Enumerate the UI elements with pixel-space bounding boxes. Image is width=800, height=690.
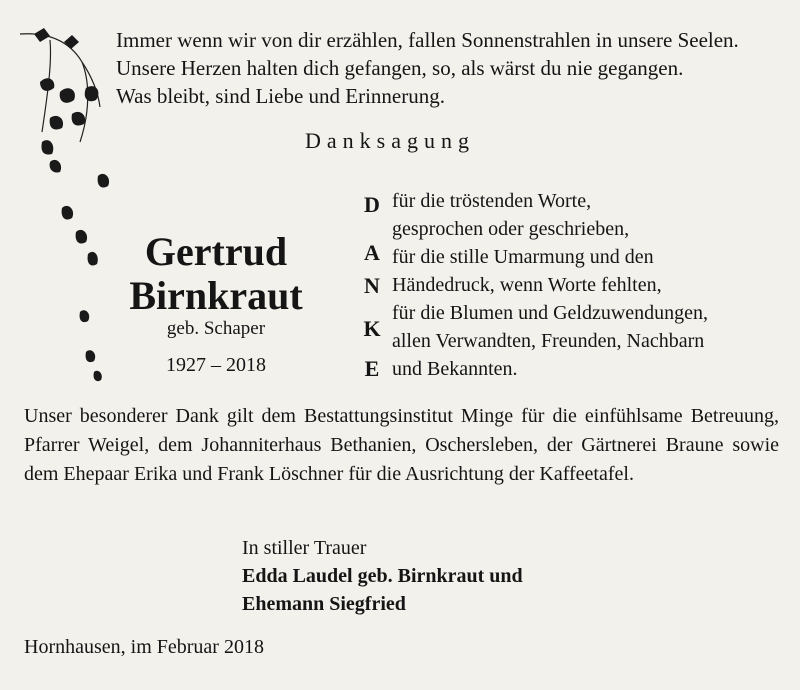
signature-intro: In stiller Trauer [242,537,367,559]
signature-line: Edda Laudel geb. Birnkraut und [242,565,523,587]
poem-line: Was bleibt, sind Liebe und Erinnerung. [116,84,445,108]
deceased-name [110,230,322,318]
poem [116,26,739,110]
danke-line: für die stille Umarmung und den [392,246,654,268]
danke-letter-n: N [364,273,380,298]
signature-line: Ehemann Siegfried [242,593,406,615]
danke-letter-d: D [364,192,380,217]
danke-letter-k: K [363,316,381,341]
first-name: Gertrud [144,229,288,274]
poem-line: Immer wenn wir von dir erzählen, fallen Sonnenstrahlen in unsere Seelen. [116,28,739,52]
thanks-paragraph: Unser besonderer Dank gilt dem Bestattungsinstitut Minge für die einfühlsame Betreuung, Pfarrer Weigel, dem Johanniterhaus Bethanien, Oschersleben, der Gärtnerei Braune sowie dem Ehepaar Erika und Frank Löschner für die Ausrichtung der Kaffeetafel. [24,405,779,485]
poem-line: Unsere Herzen halten dich gefangen, so, als wärst du nie gegangen. [116,56,684,80]
danke-line: gesprochen oder geschrieben, [392,218,630,240]
heading-text: Danksagung [305,128,475,153]
danke-letter-a: A [364,240,380,265]
life-years: 1927 – 2018 [166,354,266,376]
place-date: Hornhausen, im Februar 2018 [24,636,264,658]
leaf-vine-icon [20,22,120,392]
danke-line: für die Blumen und Geldzuwendungen, [392,302,709,324]
danke-line: Händedruck, wenn Worte fehlten, [392,274,662,296]
danke-line: für die tröstenden Worte, [392,190,592,212]
danke-line: allen Verwandten, Freunden, Nachbarn [392,330,705,352]
danke-line: und Bekannten. [392,358,518,380]
last-name: Birnkraut [129,273,303,318]
maiden-name: geb. Schaper [166,318,266,339]
danke-letter-e: E [364,356,380,381]
